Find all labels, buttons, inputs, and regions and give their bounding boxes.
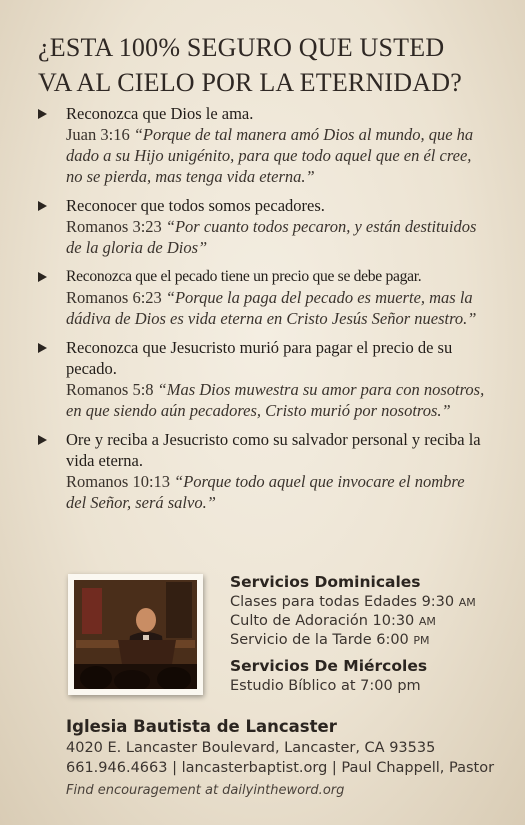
time-suffix: AM bbox=[458, 596, 476, 609]
title-line-2: VA AL CIELO POR LA ETERNIDAD? bbox=[38, 68, 462, 97]
title-line-1: ¿ESTA 100% SEGURO QUE USTED bbox=[38, 33, 445, 62]
step-reference: Romanos 10:13 bbox=[66, 472, 171, 491]
step-quote: “Porque de tal manera amó Dios al mundo, que ha dado a su Hijo unigénito, para que todo aquel que en él cree, no se pierda, mas tenga vida eterna.” bbox=[66, 125, 474, 186]
step-item bbox=[38, 103, 488, 187]
sunday-service-text: Culto de Adoración 10:30 bbox=[230, 613, 419, 629]
step-reference: Romanos 5:8 bbox=[66, 380, 154, 399]
church-info bbox=[66, 716, 516, 802]
page-title bbox=[38, 30, 508, 100]
sunday-service-text: Servicio de la Tarde 6:00 bbox=[230, 632, 414, 648]
step-item bbox=[38, 429, 488, 513]
arrow-bullet-icon bbox=[38, 343, 47, 353]
step-reference: Romanos 3:23 bbox=[66, 217, 162, 236]
church-name: Iglesia Bautista de Lancaster bbox=[66, 717, 337, 736]
sunday-service-line bbox=[230, 593, 510, 612]
sunday-services-title: Servicios Dominicales bbox=[230, 573, 421, 591]
step-heading: Ore y reciba a Jesucristo como su salvador personal y reciba la vida eterna. bbox=[66, 430, 481, 470]
church-contact: 661.946.4663 | lancasterbaptist.org | Paul Chappell, Pastor bbox=[66, 760, 495, 776]
step-heading: Reconocer que todos somos pecadores. bbox=[66, 196, 325, 215]
step-reference: Romanos 6:23 bbox=[66, 288, 162, 307]
arrow-bullet-icon bbox=[38, 435, 47, 445]
step-item bbox=[38, 195, 488, 258]
step-heading: Reconozca que Jesucristo murió para pagar el precio de su pecado. bbox=[66, 338, 453, 378]
step-quote: “Porque la paga del pecado es muerte, mas la dádiva de Dios es vida eterna en Cristo Jesús Señor nuestro.” bbox=[66, 288, 477, 328]
steps-list bbox=[38, 103, 488, 521]
church-footer: Find encouragement at dailyintheword.org bbox=[66, 783, 345, 798]
step-item bbox=[38, 266, 488, 329]
arrow-bullet-icon bbox=[38, 201, 47, 211]
time-suffix: PM bbox=[413, 634, 430, 647]
step-quote: “Por cuanto todos pecaron, y están destituidos de la gloria de Dios” bbox=[66, 217, 477, 257]
wednesday-service-line: Estudio Bíblico at 7:00 pm bbox=[230, 678, 421, 694]
arrow-bullet-icon bbox=[38, 109, 47, 119]
step-quote: “Porque todo aquel que invocare el nombre del Señor, será salvo.” bbox=[66, 472, 465, 512]
step-reference: Juan 3:16 bbox=[66, 125, 130, 144]
pastor-photo-frame bbox=[68, 574, 203, 695]
sunday-service-text: Clases para todas Edades 9:30 bbox=[230, 594, 459, 610]
step-heading: Reconozca que Dios le ama. bbox=[66, 104, 254, 123]
sunday-service-line bbox=[230, 631, 510, 650]
pastor-photo-illustration bbox=[74, 580, 197, 689]
services-block bbox=[230, 572, 510, 695]
step-item bbox=[38, 337, 488, 421]
pastor-photo bbox=[74, 580, 197, 689]
time-suffix: AM bbox=[418, 615, 436, 628]
church-address: 4020 E. Lancaster Boulevard, Lancaster, CA 93535 bbox=[66, 740, 436, 756]
arrow-bullet-icon bbox=[38, 272, 47, 282]
sunday-service-line bbox=[230, 612, 510, 631]
step-quote: “Mas Dios muwestra su amor para con nosotros, en que siendo aún pecadores, Cristo murió por nosotros.” bbox=[66, 380, 485, 420]
wednesday-services-title: Servicios De Miércoles bbox=[230, 657, 428, 675]
step-heading: Reconozca que el pecado tiene un precio que se debe pagar. bbox=[66, 268, 422, 285]
